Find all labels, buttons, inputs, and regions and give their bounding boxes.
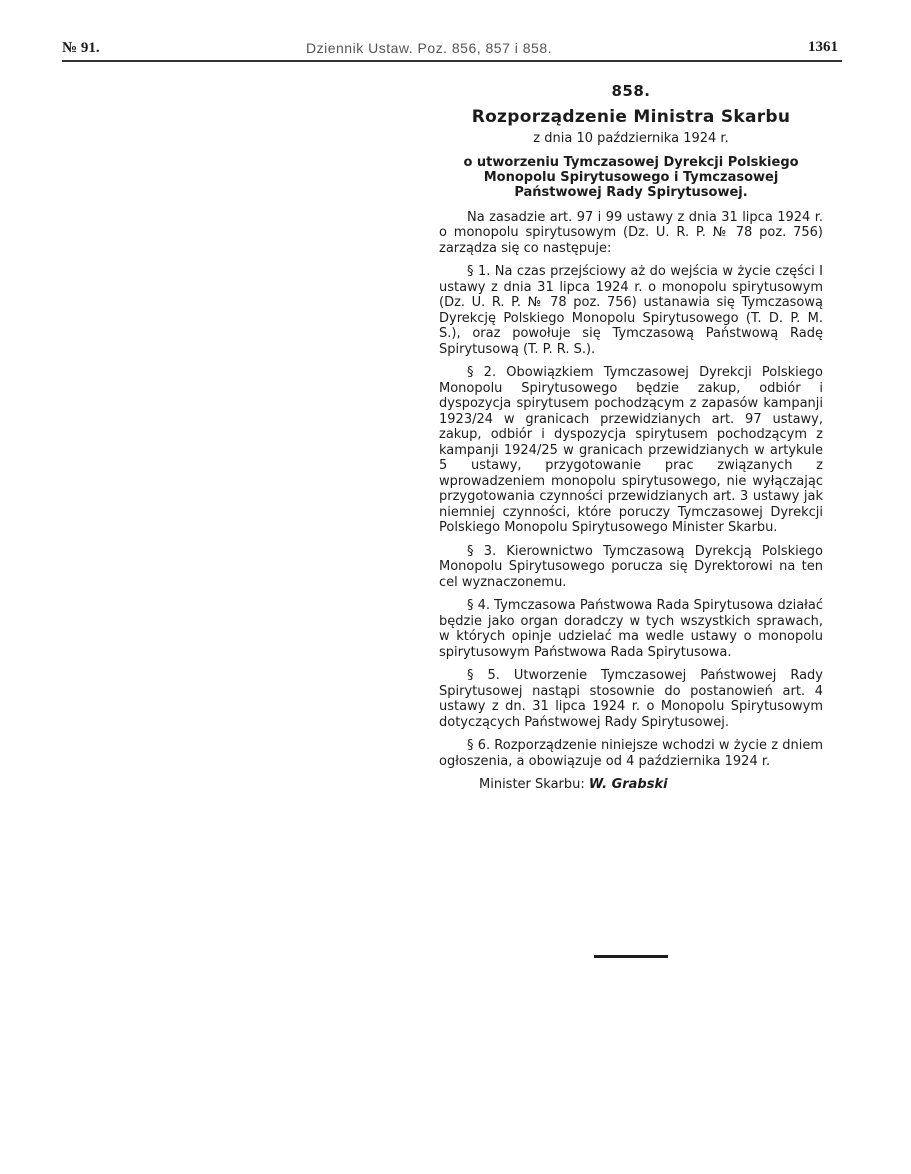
document-title: Rozporządzenie Ministra Skarbu [471,106,791,127]
preamble: Na zasadzie art. 97 i 99 ustawy z dnia 31 lipca 1924 r. o monopolu spirytusowym (Dz. U. R. P. № 78 poz. 756) zarządza się co następuje: [439,209,823,256]
document-subject: o utworzeniu Tymczasowej Dyrekcji Polskiego Monopolu Spirytusowego i Tymczasowej Państwowej Rady Spirytusowej. [463,154,799,200]
document-date: z dnia 10 października 1924 r. [533,131,729,146]
page-number: 1361 [808,39,838,55]
signature-label: Minister Skarbu: [479,777,585,792]
signature [439,777,823,793]
journal-title: Dziennik Ustaw. Poz. 856, 857 i 858. [306,40,553,56]
issue-number: № 91. [62,40,100,56]
paragraph-3: § 3. Kierownictwo Tymczasową Dyrekcją Polskiego Monopolu Spirytusowego porucza się Dyrektorowi na ten cel wyznaczonemu. [439,543,823,590]
paragraph-1: § 1. Na czas przejściowy aż do wejścia w życie części I ustawy z dnia 31 lipca 1924 r. o monopolu spirytusowym (Dz. U. R. P. № 78 poz. 756) ustanawia się Tymczasową Dyrekcję Polskiego Monopolu Spirytusowego (T. D. P. M. S.), oraz powołuje się Tymczasową Państwową Radę Spirytusową (T. P. R. S.). [439,264,823,357]
paragraph-2: § 2. Obowiązkiem Tymczasowej Dyrekcji Polskiego Monopolu Spirytusowego będzie zakup, odbiór i dyspozycja spirytusem pochodzącym z zapasów kampanji 1923/24 w granicach przewidzianych art. 97 ustawy, zakup, odbiór i dyspozycja spirytusem pochodzącym z kampanji 1924/25 w granicach przewidzianych w artykule 5 ustawy, przygotowanie prac związanych z wprowadzeniem monopolu spirytusowego, nie wyłączając przygotowania czynności przewidzianych art. 3 ustawy jak niemniej czynności, które poruczy Tymczasowej Dyrekcji Polskiego Monopolu Spirytusowego Minister Skarbu. [439,365,823,535]
paragraph-5: § 5. Utworzenie Tymczasowej Państwowej Rady Spirytusowej nastąpi stosownie do postanowień art. 4 ustawy z dn. 31 lipca 1924 r. o Monopolu Spirytusowym dotyczących Państwowej Rady Spirytusowej. [439,668,823,730]
signature-name: W. Grabski [588,777,668,792]
document-column [439,84,823,793]
document-number: 858. [611,82,651,100]
page-header [62,36,842,58]
paragraph-6: § 6. Rozporządzenie niniejsze wchodzi w życie z dniem ogłoszenia, a obowiązuje od 4 października 1924 r. [439,738,823,769]
header-rule [62,60,842,62]
paragraph-4: § 4. Tymczasowa Państwowa Rada Spirytusowa działać będzie jako organ doradczy w tych wszystkich sprawach, w których opinje udzielać ma wedle ustawy o monopolu spirytusowym Państwowa Rada Spirytusowa. [439,598,823,660]
end-rule [594,955,668,958]
